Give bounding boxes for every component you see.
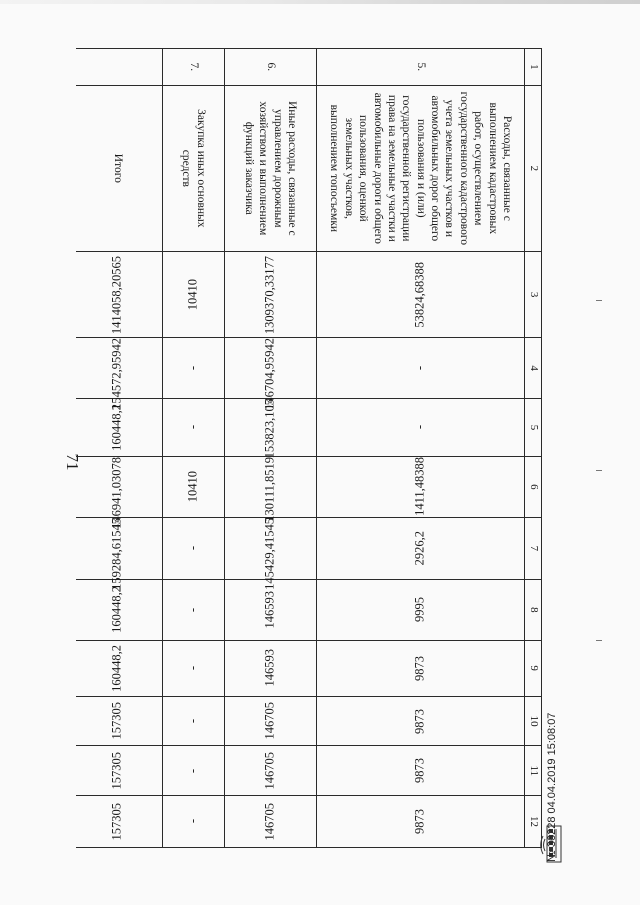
value-text: - [412,365,427,371]
value-text: 146704,95942 [262,338,277,411]
table-row [225,49,317,848]
scan-mark [596,640,602,641]
value-text: - [185,666,200,671]
value-text: 146705 [262,702,277,740]
value-cell [163,398,225,456]
value-cell [317,796,525,848]
value-cell [317,457,525,517]
value-cell [76,338,163,411]
value-text: 130111,8519 [262,457,277,522]
value-text: - [185,819,200,824]
value-cell [76,696,163,746]
value-text: - [185,365,200,371]
value-text: 9873 [412,809,427,835]
value-text: 9873 [412,708,427,734]
column-header: 5 [525,398,542,456]
value-text: 146705 [262,751,277,790]
value-text: 154572,95942 [109,338,124,411]
column-header: 1 [525,49,542,86]
value-text: 1309370,33177 [262,255,277,334]
value-cell [317,696,525,746]
value-text: 160448,2 [109,644,124,692]
value-text: - [185,718,200,724]
value-text: - [185,768,200,773]
value-text: 10410 [185,279,200,311]
column-header: 6 [525,457,542,517]
page-number: 71 [63,453,82,471]
row-number: 6. [225,49,317,86]
value-text: 9873 [412,655,427,681]
value-cell [317,251,525,337]
value-text: 145429,41545 [262,517,277,590]
value-text: 9995 [412,597,427,623]
value-cell [163,796,225,848]
value-text: 1411,48388 [412,457,427,517]
column-header: 11 [525,746,542,796]
value-cell [225,796,317,848]
value-text: 1414058,20565 [109,255,124,334]
value-cell [163,696,225,746]
value-text: 157305 [109,751,124,790]
column-header: 10 [525,696,542,746]
value-text: - [185,546,200,551]
column-header: 4 [525,338,542,398]
value-text: 153823,105 [262,398,277,459]
value-text: 146705 [262,802,277,841]
row-number: 5. [317,49,525,86]
value-cell [163,457,225,517]
column-header: 8 [525,580,542,640]
budget-table [76,48,542,848]
value-text: 160448,2 [109,404,124,451]
value-text: 146593 [262,591,277,629]
value-text: 9873 [412,758,427,784]
column-header: 2 [525,85,542,251]
value-cell [76,796,163,848]
value-text: 157305 [109,802,124,841]
value-cell [163,746,225,796]
value-cell [76,457,163,529]
rotated-table-container [76,48,542,848]
document-table-area [76,48,542,848]
value-text: 157305 [109,702,124,740]
value-cell [225,696,317,746]
value-cell [163,640,225,696]
column-header: 12 [525,796,542,848]
value-text: 53824,68388 [412,261,427,328]
table-row [317,49,525,848]
table-row-total [76,49,163,848]
row-number [76,49,163,86]
value-text: 146941,03078 [109,457,124,529]
column-header: 3 [525,251,542,337]
column-header: 7 [525,517,542,580]
row-number: 7. [163,49,225,86]
value-cell [317,640,525,696]
value-cell [76,398,163,456]
scan-top-edge [0,0,640,4]
column-header: 9 [525,640,542,696]
scan-mark [596,300,602,301]
value-cell [225,251,317,337]
value-cell [225,457,317,522]
value-text: 146593 [262,649,277,687]
row-description: Закупка иных основных средств [163,85,225,251]
value-cell [76,580,163,640]
value-cell [317,517,525,580]
value-cell [317,338,525,398]
value-cell [317,398,525,456]
value-cell [163,517,225,580]
header-row [525,49,542,848]
value-cell [163,338,225,398]
value-text: 160448,2 [109,586,124,634]
value-text: - [185,607,200,612]
value-text: - [412,425,427,430]
value-cell [76,517,163,590]
value-cell [225,517,317,590]
value-text: 2926,2 [412,531,427,566]
value-cell [225,746,317,796]
value-cell [163,251,225,337]
registration-footer: № 36228 04.04.2019 15:08:07 [546,712,558,862]
value-cell [225,338,317,411]
value-cell [76,251,163,337]
value-cell [225,640,317,696]
table-row [163,49,225,848]
value-cell [225,398,317,459]
value-cell [76,746,163,796]
value-text: 159284,61545 [109,517,124,590]
row-description: Расходы, связанные с выполнением кадастровых работ, осуществлением государственного кадастрового учета земельных участков и автомобильных дорог общего пользования и (или) государственной регистрации права на земельные участки и автомобильные дороги общего пользования, оценкой земельных участков, выполнением топосъемки [317,85,525,251]
value-text: - [185,425,200,430]
scan-mark [596,470,602,471]
row-description: Иные расходы, связанные с управлением дорожным хозяйством и выполнением функций заказчика [225,85,317,251]
value-cell [317,580,525,640]
value-cell [163,580,225,640]
row-description: Итого [76,85,163,251]
value-text: 10410 [185,471,200,503]
value-cell [317,746,525,796]
value-cell [76,640,163,696]
